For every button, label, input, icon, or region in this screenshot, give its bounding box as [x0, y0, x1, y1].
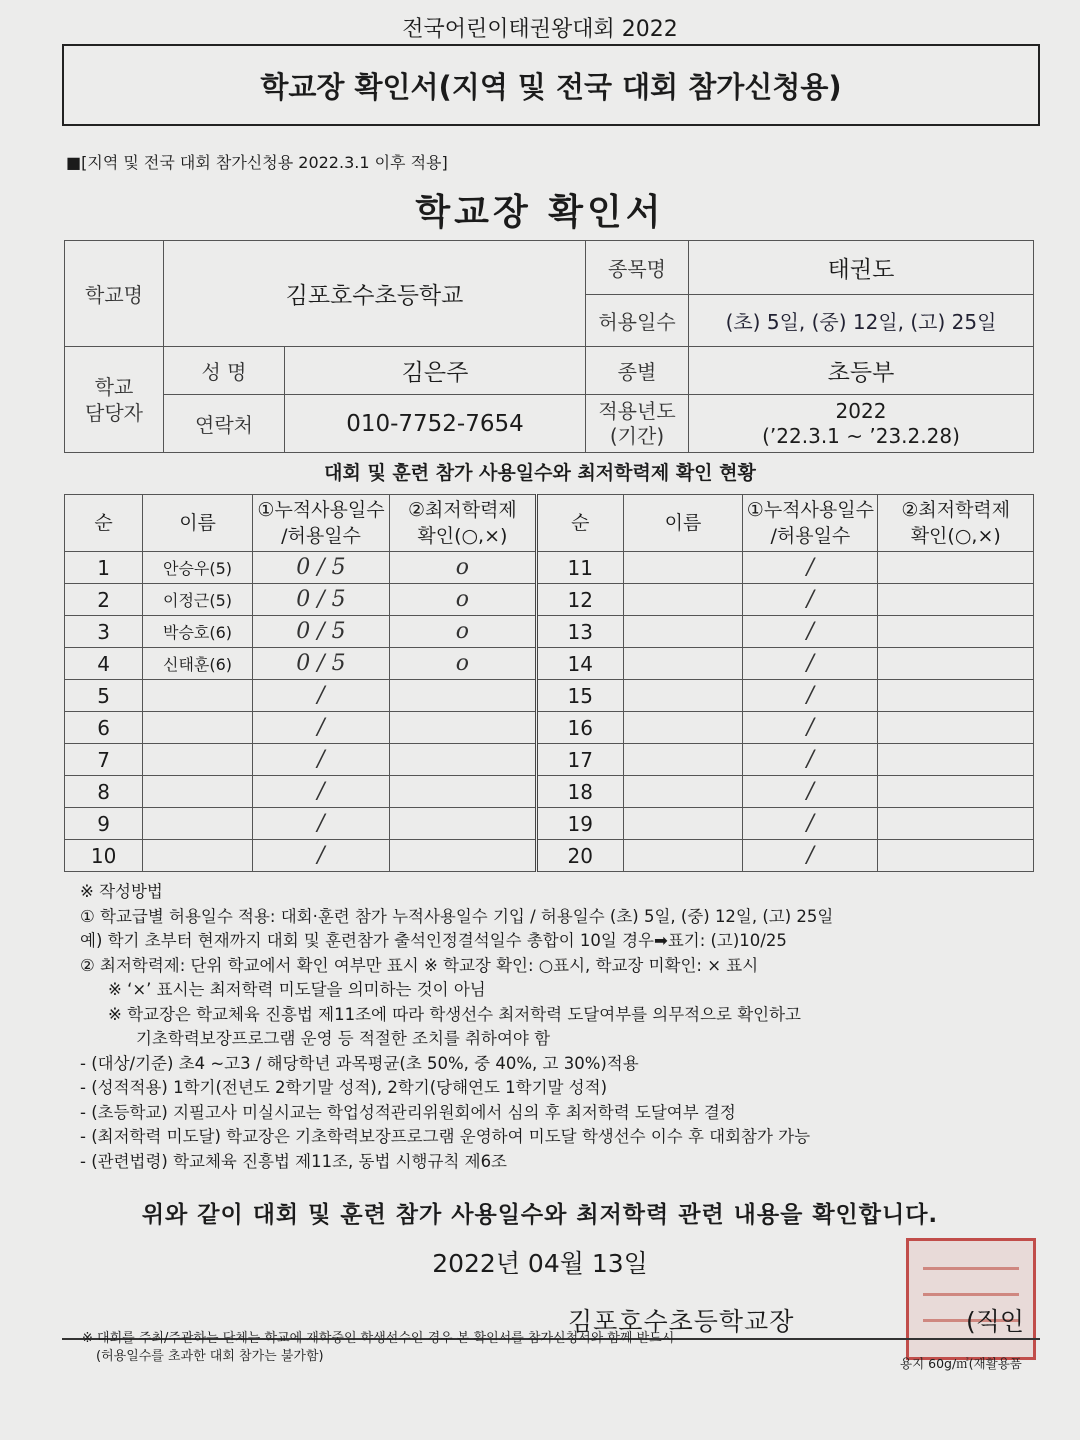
row-days: / [743, 680, 878, 712]
row-name [623, 744, 742, 776]
table-row [65, 552, 1034, 584]
category-value: 초등부 [689, 347, 1034, 395]
row-name [623, 680, 742, 712]
method-line: ※ ‘×’ 표시는 최저학력 미도달을 의미하는 것이 아님 [108, 980, 486, 999]
row-days: / [252, 712, 389, 744]
col-name-right: 이름 [623, 495, 742, 552]
row-no: 17 [536, 744, 623, 776]
contact-label: 연락처 [164, 395, 285, 453]
row-name [623, 552, 742, 584]
row-no: 1 [65, 552, 143, 584]
row-name: 신태훈(6) [143, 648, 253, 680]
row-days: / [252, 744, 389, 776]
confirmation-statement: 위와 같이 대회 및 훈련 참가 사용일수와 최저학력 관련 내용을 확인합니다. [141, 1202, 939, 1228]
method-line: ② 최저학력제: 단위 학교에서 확인 여부만 표시 ※ 학교장 확인: ○표시, 학교장 미확인: × 표시 [80, 955, 759, 975]
row-no: 5 [65, 680, 143, 712]
method-line: - (최저학력 미도달) 학교장은 기초학력보장프로그램 운영하여 미도달 학생선수 이수 후 대회참가 가능 [80, 1127, 811, 1146]
row-name: 안승우(5) [143, 552, 253, 584]
row-name [143, 680, 253, 712]
row-no: 19 [536, 808, 623, 840]
row-check [390, 744, 537, 776]
contact-value: 010-7752-7654 [285, 395, 586, 453]
row-days: / [252, 840, 389, 872]
seal-mark: (직인 [966, 1307, 1025, 1336]
method-line: - (초등학교) 지필고사 미실시교는 학업성적관리위원회에서 심의 후 최저학력 도달여부 결정 [80, 1102, 736, 1122]
method-line: 기초학력보장프로그램 운영 등 적절한 조치를 취하여야 함 [136, 1029, 551, 1048]
table-row [65, 744, 1034, 776]
col-check-right: ②최저학력제 확인(○,×) [878, 495, 1034, 552]
row-name [623, 584, 742, 616]
col-name: 이름 [143, 495, 253, 552]
manager-name: 김은주 [285, 347, 586, 395]
col-days-right: ①누적사용일수 /허용일수 [743, 495, 878, 552]
method-line: - (대상/기준) 초4 ~고3 / 해당학년 과목평균(초 50%, 중 40%, 고 30%)적용 [80, 1053, 639, 1073]
row-check [878, 744, 1034, 776]
row-check [878, 616, 1034, 648]
method-line: ① 학교급별 허용일수 적용: 대회·훈련 참가 누적사용일수 기입 / 허용일수 (초) 5일, (중) 12일, (고) 25일 [80, 906, 834, 926]
row-check [878, 584, 1034, 616]
allowed-days-label: 허용일수 [586, 295, 689, 347]
row-check [390, 680, 537, 712]
row-name [623, 808, 742, 840]
row-no: 10 [65, 840, 143, 872]
row-check [390, 808, 537, 840]
year-label: 적용년도 (기간) [586, 395, 689, 453]
row-days: 0 / 5 [252, 552, 389, 584]
title-box: 학교장 확인서(지역 및 전국 대회 참가신청용) [62, 44, 1040, 126]
school-info-table [64, 240, 1034, 453]
document-title: 학교장 확인서 [415, 192, 665, 233]
category-label: 종별 [586, 347, 689, 395]
col-days: ①누적사용일수 /허용일수 [252, 495, 389, 552]
footer-note [82, 1330, 1042, 1366]
row-name [623, 776, 742, 808]
row-check [878, 680, 1034, 712]
row-name [143, 744, 253, 776]
row-no: 9 [65, 808, 143, 840]
footer-line-2: (허용일수를 초과한 대회 참가는 불가함) [96, 1349, 324, 1364]
method-line: ※ 학교장은 학교체육 진흥법 제11조에 따라 학생선수 최저학력 도달여부를 의무적으로 확인하고 [108, 1004, 801, 1024]
row-days: / [743, 840, 878, 872]
row-no: 11 [536, 552, 623, 584]
row-name [623, 648, 742, 680]
row-check [390, 840, 537, 872]
row-days: / [252, 776, 389, 808]
col-check: ②최저학력제 확인(○,×) [390, 495, 537, 552]
row-no: 20 [536, 840, 623, 872]
row-check [878, 712, 1034, 744]
row-no: 2 [65, 584, 143, 616]
row-check [878, 776, 1034, 808]
sport-label: 종목명 [586, 241, 689, 295]
manager-label: 학교 담당자 [65, 347, 164, 453]
table-row [65, 808, 1034, 840]
row-days: / [743, 712, 878, 744]
row-check: o [390, 648, 537, 680]
row-check [878, 840, 1034, 872]
row-no: 13 [536, 616, 623, 648]
row-name [143, 808, 253, 840]
usage-section-title: 대회 및 훈련 참가 사용일수와 최저학력제 확인 현황 [324, 462, 756, 484]
method-line: 예) 학기 초부터 현재까지 대회 및 훈련참가 출석인정결석일수 총합이 10일 경우➡표기: (고)10/25 [80, 931, 787, 950]
row-name [623, 840, 742, 872]
table-row [65, 712, 1034, 744]
school-label: 학교명 [65, 241, 164, 347]
allowed-days-value: (초) 5일, (중) 12일, (고) 25일 [689, 295, 1034, 347]
row-check: o [390, 552, 537, 584]
row-days: / [252, 680, 389, 712]
col-no-right: 순 [536, 495, 623, 552]
name-label: 성 명 [164, 347, 285, 395]
row-no: 15 [536, 680, 623, 712]
row-days: / [743, 648, 878, 680]
row-no: 7 [65, 744, 143, 776]
period-value: (’22.3.1 ~ ’23.2.28) [762, 423, 960, 448]
row-days: 0 / 5 [252, 648, 389, 680]
row-no: 8 [65, 776, 143, 808]
row-no: 18 [536, 776, 623, 808]
row-no: 6 [65, 712, 143, 744]
year-value: 2022 [835, 398, 887, 423]
method-line: - (성적적용) 1학기(전년도 2학기말 성적), 2학기(당해연도 1학기말 성적) [80, 1078, 608, 1097]
row-no: 3 [65, 616, 143, 648]
row-days: / [252, 808, 389, 840]
col-no: 순 [65, 495, 143, 552]
row-name [143, 712, 253, 744]
row-no: 4 [65, 648, 143, 680]
row-name: 박승호(6) [143, 616, 253, 648]
writing-method [80, 880, 1040, 1174]
table-row [65, 680, 1034, 712]
row-no: 16 [536, 712, 623, 744]
table-row [65, 616, 1034, 648]
year-cell [689, 395, 1034, 453]
row-name [143, 840, 253, 872]
row-check: o [390, 616, 537, 648]
row-days: / [743, 584, 878, 616]
principal-title: 김포호수초등학교장 [568, 1307, 795, 1336]
row-days: / [743, 808, 878, 840]
row-check: o [390, 584, 537, 616]
row-days: / [743, 776, 878, 808]
row-name [143, 776, 253, 808]
row-check [878, 808, 1034, 840]
row-days: / [743, 616, 878, 648]
applies-note: ■[지역 및 전국 대회 참가신청용 2022.3.1 이후 적용] [66, 153, 448, 172]
sport-value: 태권도 [689, 241, 1034, 295]
row-days: / [743, 744, 878, 776]
table-row [65, 840, 1034, 872]
row-name: 이정근(5) [143, 584, 253, 616]
row-check [390, 712, 537, 744]
footer-line-1: ※ 대회를 주최/주관하는 단체는 학교에 재학중인 학생선수인 경우 본 확인서를 참가신청서와 함께 반드시 [82, 1331, 675, 1346]
table-row [65, 584, 1034, 616]
row-name [623, 616, 742, 648]
paper-spec: 용지 60g/㎡(재활용품 [900, 1356, 1022, 1371]
usage-table [64, 494, 1034, 872]
row-check [878, 648, 1034, 680]
row-days: 0 / 5 [252, 584, 389, 616]
row-name [623, 712, 742, 744]
row-days: 0 / 5 [252, 616, 389, 648]
row-no: 14 [536, 648, 623, 680]
row-check [878, 552, 1034, 584]
method-title: ※ 작성방법 [80, 882, 163, 901]
row-days: / [743, 552, 878, 584]
issue-date: 2022년 04월 13일 [432, 1249, 648, 1278]
table-row [65, 776, 1034, 808]
row-check [390, 776, 537, 808]
table-row [65, 648, 1034, 680]
school-name: 김포호수초등학교 [164, 241, 586, 347]
event-header: 전국어린이태권왕대회 2022 [402, 17, 678, 42]
method-line: - (관련법령) 학교체육 진흥법 제11조, 동법 시행규칙 제6조 [80, 1151, 507, 1171]
row-no: 12 [536, 584, 623, 616]
